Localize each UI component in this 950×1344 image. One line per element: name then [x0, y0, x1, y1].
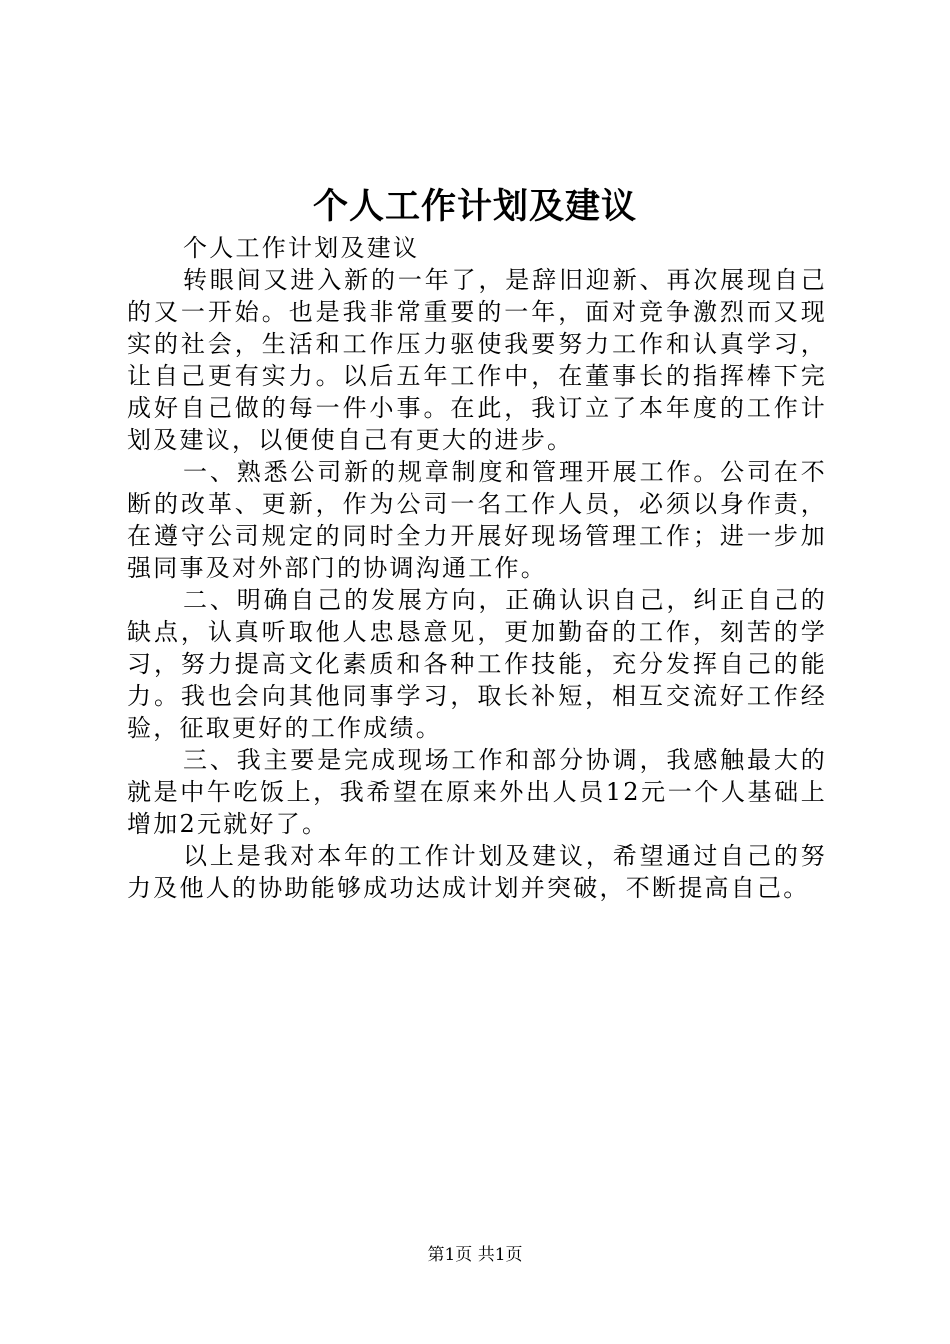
document-body — [127, 232, 827, 904]
paragraph-point-2: 二、明确自己的发展方向，正确认识自己，纠正自己的缺点，认真听取他人忠恳意见，更加勤奋的工作，刻苦的学习，努力提高文化素质和各种工作技能，充分发挥自己的能力。我也会向其他同事学习，取长补短，相互交流好工作经验，征取更好的工作成绩。 — [127, 586, 827, 742]
paragraph-point-3: 三、我主要是完成现场工作和部分协调，我感触最大的就是中午吃饭上，我希望在原来外出人员12元一个人基础上增加2元就好了。 — [127, 746, 827, 838]
paragraph-conclusion: 以上是我对本年的工作计划及建议，希望通过自己的努力及他人的协助能够成功达成计划并突破，不断提高自己。 — [127, 842, 827, 902]
page-number-footer: 第1页 共1页 — [427, 1245, 523, 1265]
document-title: 个人工作计划及建议 — [312, 186, 637, 227]
paragraph-point-1: 一、熟悉公司新的规章制度和管理开展工作。公司在不断的改革、更新，作为公司一名工作人员，必须以身作责，在遵守公司规定的同时全力开展好现场管理工作；进一步加强同事及对外部门的协调沟通工作。 — [127, 458, 827, 582]
paragraph-intro: 转眼间又进入新的一年了，是辞旧迎新、再次展现自己的又一开始。也是我非常重要的一年，面对竞争激烈而又现实的社会，生活和工作压力驱使我要努力工作和认真学习，让自己更有实力。以后五年工作中，在董事长的指挥棒下完成好自己做的每一件小事。在此，我订立了本年度的工作计划及建议，以便使自己有更大的进步。 — [127, 266, 827, 454]
paragraph-subtitle: 个人工作计划及建议 — [183, 234, 420, 262]
